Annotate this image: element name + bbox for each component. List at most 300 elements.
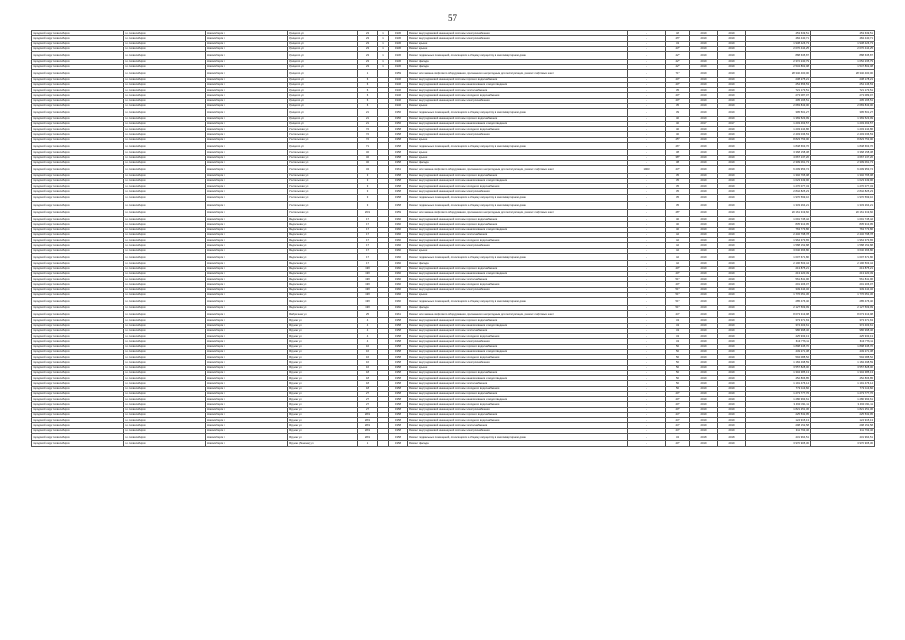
cell-cost-total: 373 371,63	[746, 318, 811, 323]
cell-year-built: 1959	[389, 70, 408, 78]
cell-locality: Новосибирск г	[206, 397, 288, 402]
cell-wear-percent: 35	[666, 194, 690, 202]
cell-wear-percent: 43*	[666, 46, 690, 51]
cell-year-built: 1958	[389, 397, 408, 402]
cell-cost-fund: 28 340 400,00	[811, 70, 875, 78]
cell-street: Федосеева ул	[288, 261, 358, 266]
cell-wear-percent: 35	[666, 103, 690, 108]
cell-municipal-district: городской округ Новосибирск	[32, 155, 124, 160]
cell-wear-percent: 50	[666, 349, 690, 354]
cell-year-end: 2019	[718, 232, 746, 237]
cell-elevator-count: -	[628, 178, 666, 183]
cell-street: Учительская ул	[288, 137, 358, 142]
cell-year-start: 2019	[690, 298, 718, 306]
cell-elevator-count: -	[628, 423, 666, 428]
cell-year-end: 2019	[718, 217, 746, 222]
cell-cost-fund: 2 432 798,78	[811, 232, 875, 237]
cell-cost-total: 2 196 503,44	[746, 261, 811, 266]
cell-house-number: 19б	[358, 282, 378, 287]
cell-cost-total: 1 203 463,57	[746, 121, 811, 126]
cell-year-built: 1958	[389, 428, 408, 433]
cell-street: Урицкого ул	[288, 46, 358, 51]
cell-wear-percent: 34	[666, 433, 690, 441]
cell-locality: Новосибирск г	[206, 344, 288, 349]
cell-street: Урицкого ул	[288, 41, 358, 46]
cell-year-start: 2019	[690, 217, 718, 222]
cell-work-type: Ремонт внутридомовой инженерной системы канализования и водоотведения	[408, 121, 628, 126]
cell-settlement: г.о. Новосибирск	[124, 189, 206, 194]
register-body	[32, 31, 875, 447]
cell-wear-percent: 42	[666, 243, 690, 248]
cell-settlement: г.о. Новосибирск	[124, 142, 206, 150]
cell-cost-fund: 1 091 745,42	[811, 217, 875, 222]
cell-wear-percent: 40	[666, 217, 690, 222]
cell-locality: Новосибирск г	[206, 407, 288, 412]
cell-cost-fund: 2 070 444,25	[811, 46, 875, 51]
cell-settlement: г.о. Новосибирск	[124, 59, 206, 64]
cell-work-type: Ремонт подвальных помещений, относящихся к общему имуществу в многоквартирном доме	[408, 253, 628, 261]
cell-locality: Новосибирск г	[206, 59, 288, 64]
cell-work-type: Ремонт внутридомовой инженерной системы горячего водоснабжения	[408, 344, 628, 349]
cell-work-type: Ремонт фасада	[408, 59, 628, 64]
cell-cost-total: 273 087,97	[746, 93, 811, 98]
cell-wear-percent: 42	[666, 248, 690, 253]
cell-work-type: Ремонт подвальных помещений, относящихся к общему имуществу в многоквартирном доме	[408, 202, 628, 210]
cell-municipal-district: городской округ Новосибирск	[32, 318, 124, 323]
cell-locality: Новосибирск г	[206, 52, 288, 60]
cell-wear-percent: 46*	[666, 142, 690, 150]
cell-year-start: 2019	[690, 137, 718, 142]
cell-year-built: 1960	[389, 253, 408, 261]
cell-elevator-count: -	[628, 376, 666, 381]
cell-cost-fund: 986 998,46	[811, 328, 875, 333]
cell-year-start: 2018	[690, 433, 718, 441]
cell-cost-total: 20 161 319,60	[746, 209, 811, 217]
cell-wear-percent: 51*	[666, 292, 690, 297]
cell-work-type: Ремонт крыши	[408, 41, 628, 46]
cell-elevator-count: -	[628, 222, 666, 227]
cell-locality: Новосибирск г	[206, 381, 288, 386]
cell-municipal-district: городской округ Новосибирск	[32, 202, 124, 210]
cell-cost-total: 2 372 240,79	[746, 59, 811, 64]
cell-municipal-district: городской округ Новосибирск	[32, 418, 124, 423]
cell-street: Учительская ул	[288, 194, 358, 202]
cell-year-built: 1958	[389, 155, 408, 160]
cell-locality: Новосибирск г	[206, 339, 288, 344]
cell-cost-total: 772 113,82	[746, 386, 811, 391]
cell-work-type: Ремонт внутридомовой инженерной системы холодного водоснабжения	[408, 355, 628, 360]
cell-year-built: 1960	[389, 238, 408, 243]
cell-elevator-count: -	[628, 238, 666, 243]
cell-house-number: 17	[358, 232, 378, 237]
cell-elevator-count: -	[628, 194, 666, 202]
cell-house-number: 17	[358, 238, 378, 243]
cell-locality: Новосибирск г	[206, 121, 288, 126]
cell-wear-percent: 48*	[666, 209, 690, 217]
cell-house-number: 25	[358, 310, 378, 318]
cell-elevator-count: -	[628, 407, 666, 412]
cell-cost-total: 3 460 331,11	[746, 402, 811, 407]
cell-work-type: Ремонт или замена лифтового оборудования, признанного непригодным для эксплуатации, ремонт лифтовых шахт	[408, 209, 628, 217]
cell-elevator-count: -	[628, 334, 666, 339]
cell-year-start: 2019	[690, 418, 718, 423]
cell-year-start: 2019	[690, 127, 718, 132]
cell-year-built: 1936	[389, 52, 408, 60]
cell-house-number: 72	[358, 137, 378, 142]
cell-settlement: г.о. Новосибирск	[124, 243, 206, 248]
cell-year-start: 2019	[690, 397, 718, 402]
cell-street: Учительская ул	[288, 209, 358, 217]
cell-municipal-district: городской округ Новосибирск	[32, 243, 124, 248]
cell-elevator-count: -	[628, 339, 666, 344]
cell-year-start: 2019	[690, 189, 718, 194]
cell-cost-fund: 311 793,46	[811, 428, 875, 433]
cell-settlement: г.о. Новосибирск	[124, 386, 206, 391]
cell-year-start: 2019	[690, 402, 718, 407]
cell-municipal-district: городской округ Новосибирск	[32, 238, 124, 243]
cell-year-end: 2019	[718, 370, 746, 375]
cell-elevator-count: -	[628, 88, 666, 93]
cell-cost-fund: 1 273 777,76	[811, 391, 875, 396]
cell-year-end: 2019	[718, 412, 746, 417]
cell-municipal-district: городской округ Новосибирск	[32, 355, 124, 360]
cell-cost-total: 2 403 036,53	[746, 132, 811, 137]
cell-settlement: г.о. Новосибирск	[124, 202, 206, 210]
table-row	[32, 298, 875, 306]
cell-settlement: г.о. Новосибирск	[124, 391, 206, 396]
cell-year-start: 2019	[690, 376, 718, 381]
cell-elevator-count: -	[628, 150, 666, 155]
cell-elevator-count: -	[628, 261, 666, 266]
cell-wear-percent: 42*	[666, 64, 690, 69]
cell-settlement: г.о. Новосибирск	[124, 407, 206, 412]
cell-street: Фрунзе (Ленина) ул	[288, 441, 358, 446]
cell-wear-percent: 40*	[666, 402, 690, 407]
cell-wear-percent: 40*	[666, 391, 690, 396]
cell-work-type: Ремонт подвальных помещений, относящихся к общему имуществу в многоквартирном доме	[408, 142, 628, 150]
cell-wear-percent: 50	[666, 344, 690, 349]
cell-year-end: 2019	[718, 160, 746, 165]
cell-wear-percent: 40*	[666, 82, 690, 87]
cell-locality: Новосибирск г	[206, 36, 288, 41]
cell-building	[378, 298, 389, 306]
cell-wear-percent: 51*	[666, 305, 690, 310]
cell-locality: Новосибирск г	[206, 412, 288, 417]
table-row	[32, 194, 875, 202]
cell-year-built: 1946	[389, 93, 408, 98]
cell-cost-total: 1 304 385,13	[746, 370, 811, 375]
cell-municipal-district: городской округ Новосибирск	[32, 339, 124, 344]
cell-house-number: 4	[358, 323, 378, 328]
cell-year-built: 1960	[389, 261, 408, 266]
cell-year-built: 1961	[389, 310, 408, 318]
cell-work-type: Ремонт внутридомовой инженерной системы теплоснабжения	[408, 328, 628, 333]
cell-work-type: Ремонт внутридомовой инженерной системы холодного водоснабжения	[408, 282, 628, 287]
cell-work-type: Ремонт внутридомовой инженерной системы канализования и водоотведения	[408, 178, 628, 183]
cell-cost-total: 452 806,85	[746, 376, 811, 381]
cell-house-number: 71	[358, 142, 378, 150]
cell-municipal-district: городской округ Новосибирск	[32, 41, 124, 46]
cell-house-number: 19б	[358, 271, 378, 276]
cell-year-start: 2019	[690, 77, 718, 82]
cell-street: Урицкого ул	[288, 64, 358, 69]
cell-work-type: Ремонт фасада	[408, 305, 628, 310]
cell-wear-percent: 51*	[666, 277, 690, 282]
cell-year-built: 1960	[389, 217, 408, 222]
cell-cost-fund: 1 333 264,21	[811, 202, 875, 210]
cell-year-start: 2019	[690, 222, 718, 227]
cell-street: Фрунзе ул	[288, 397, 358, 402]
cell-wear-percent: 44*	[666, 412, 690, 417]
cell-locality: Новосибирск г	[206, 423, 288, 428]
cell-year-start: 2019	[690, 261, 718, 266]
cell-municipal-district: городской округ Новосибирск	[32, 98, 124, 103]
cell-wear-percent: 40*	[666, 98, 690, 103]
cell-year-end: 2019	[718, 70, 746, 78]
cell-work-type: Ремонт внутридомовой инженерной системы холодного водоснабжения	[408, 386, 628, 391]
cell-work-type: Ремонт внутридомовой инженерной системы электроснабжения	[408, 360, 628, 365]
cell-wear-percent: 40*	[666, 407, 690, 412]
cell-year-built: 1958	[389, 142, 408, 150]
cell-elevator-count: -	[628, 344, 666, 349]
cell-house-number: 3	[358, 173, 378, 178]
cell-settlement: г.о. Новосибирск	[124, 441, 206, 446]
cell-municipal-district: городской округ Новосибирск	[32, 93, 124, 98]
cell-cost-total: 2 683 843,00	[746, 103, 811, 108]
cell-year-start: 2019	[690, 441, 718, 446]
cell-settlement: г.о. Новосибирск	[124, 323, 206, 328]
cell-street: Учительская ул	[288, 202, 358, 210]
cell-year-built: 1958	[389, 137, 408, 142]
cell-cost-fund: 8 073 313,98	[811, 310, 875, 318]
cell-work-type: Ремонт внутридомовой инженерной системы холодного водоснабжения	[408, 127, 628, 132]
cell-cost-fund: 1 898 345,70	[811, 344, 875, 349]
cell-municipal-district: городской округ Новосибирск	[32, 178, 124, 183]
cell-street: Урицкого ул	[288, 59, 358, 64]
cell-work-type: Ремонт внутридомовой инженерной системы электроснабжения	[408, 287, 628, 292]
cell-elevator-count: -	[628, 381, 666, 386]
cell-year-built: 1958	[389, 391, 408, 396]
cell-elevator-count: -	[628, 189, 666, 194]
cell-building	[378, 142, 389, 150]
cell-year-built: 1958	[389, 386, 408, 391]
cell-year-built: 1958	[389, 194, 408, 202]
cell-work-type: Ремонт фасада	[408, 160, 628, 165]
cell-locality: Новосибирск г	[206, 318, 288, 323]
cell-locality: Новосибирск г	[206, 184, 288, 189]
cell-year-start: 2019	[690, 142, 718, 150]
cell-year-end: 2019	[718, 103, 746, 108]
cell-locality: Новосибирск г	[206, 103, 288, 108]
cell-municipal-district: городской округ Новосибирск	[32, 194, 124, 202]
cell-wear-percent: 40*	[666, 441, 690, 446]
cell-street: Федосеева ул	[288, 243, 358, 248]
cell-cost-total: 1 848 663,76	[746, 142, 811, 150]
cell-cost-fund: 1 938 426,73	[811, 41, 875, 46]
cell-wear-percent: 40	[666, 116, 690, 121]
cell-municipal-district: городской округ Новосибирск	[32, 121, 124, 126]
cell-street: Федосеева ул	[288, 282, 358, 287]
cell-cost-total: 1 270 077,43	[746, 184, 811, 189]
cell-locality: Новосибирск г	[206, 82, 288, 87]
cell-wear-percent: 40*	[666, 282, 690, 287]
cell-cost-fund: 613 776,11	[811, 339, 875, 344]
cell-cost-fund: 6 209 953,74	[811, 166, 875, 174]
cell-cost-total: 395 501,27	[746, 109, 811, 117]
cell-house-number: 4	[358, 318, 378, 323]
cell-year-start: 2019	[690, 310, 718, 318]
cell-cost-fund: 1 270 077,43	[811, 184, 875, 189]
cell-year-start: 2019	[690, 391, 718, 396]
cell-street: Федосеева ул	[288, 292, 358, 297]
cell-cost-total: 3 368 158,38	[746, 150, 811, 155]
cell-municipal-district: городской округ Новосибирск	[32, 116, 124, 121]
cell-street: Фрунзе ул	[288, 433, 358, 441]
cell-year-start: 2019	[690, 173, 718, 178]
cell-year-built: 1958	[389, 132, 408, 137]
cell-cost-fund: 1 191 476,14	[811, 381, 875, 386]
cell-year-start: 2019	[690, 344, 718, 349]
cell-cost-total: 225 532,95	[746, 412, 811, 417]
cell-work-type: Ремонт внутридомовой инженерной системы холодного водоснабжения	[408, 184, 628, 189]
cell-cost-total: 561 841,96	[746, 277, 811, 282]
cell-street: Урицкого ул	[288, 82, 358, 87]
cell-locality: Новосибирск г	[206, 391, 288, 396]
cell-work-type: Ремонт подвальных помещений, относящихся к общему имуществу в многоквартирном доме	[408, 109, 628, 117]
cell-wear-percent: 4б	[666, 31, 690, 36]
cell-cost-fund: 1 776 051,36	[811, 292, 875, 297]
cell-municipal-district: городской округ Новосибирск	[32, 386, 124, 391]
cell-work-type: Ремонт крыши	[408, 150, 628, 155]
cell-work-type: Ремонт крыши	[408, 137, 628, 142]
cell-year-start: 2019	[690, 355, 718, 360]
cell-year-end: 2019	[718, 238, 746, 243]
cell-locality: Новосибирск г	[206, 217, 288, 222]
cell-cost-fund: 452 806,85	[811, 376, 875, 381]
cell-locality: Новосибирск г	[206, 127, 288, 132]
cell-street: Фрунзе ул	[288, 328, 358, 333]
cell-year-end: 2019	[718, 407, 746, 412]
cell-cost-total: 484 440,71	[746, 36, 811, 41]
cell-street: Урицкого ул	[288, 98, 358, 103]
cell-elevator-count: -	[628, 173, 666, 178]
cell-locality: Новосибирск г	[206, 166, 288, 174]
cell-work-type: Ремонт внутридомовой инженерной системы электроснабжения	[408, 428, 628, 433]
cell-wear-percent: 50	[666, 376, 690, 381]
cell-cost-fund: 2 403 036,53	[811, 132, 875, 137]
cell-year-end: 2019	[718, 46, 746, 51]
cell-locality: Новосибирск г	[206, 227, 288, 232]
cell-wear-percent: 39	[666, 109, 690, 117]
cell-municipal-district: городской округ Новосибирск	[32, 36, 124, 41]
cell-settlement: г.о. Новосибирск	[124, 282, 206, 287]
cell-house-number: 17	[358, 248, 378, 253]
cell-year-end: 2019	[718, 93, 746, 98]
cell-street: Федосеева ул	[288, 217, 358, 222]
cell-work-type: Ремонт внутридомовой инженерной системы канализования и водоотведения	[408, 82, 628, 87]
cell-wear-percent: 35	[666, 173, 690, 178]
cell-street: Учительская ул	[288, 155, 358, 160]
cell-elevator-count: -	[628, 64, 666, 69]
cell-municipal-district: городской округ Новосибирск	[32, 433, 124, 441]
cell-wear-percent: 42*	[666, 59, 690, 64]
cell-municipal-district: городской округ Новосибирск	[32, 282, 124, 287]
cell-year-end: 2019	[718, 209, 746, 217]
cell-year-start: 2019	[690, 93, 718, 98]
cell-cost-total: 1 898 345,70	[746, 344, 811, 349]
cell-street: Федосеева ул	[288, 222, 358, 227]
cell-year-end: 2019	[718, 386, 746, 391]
cell-year-start: 2019	[690, 103, 718, 108]
cell-locality: Новосибирск г	[206, 137, 288, 142]
cell-work-type: Ремонт подвальных помещений, относящихся к общему имуществу в многоквартирном доме	[408, 52, 628, 60]
cell-municipal-district: городской округ Новосибирск	[32, 248, 124, 253]
cell-street: Фрунзе ул	[288, 381, 358, 386]
cell-locality: Новосибирск г	[206, 116, 288, 121]
cell-street: Урицкого ул	[288, 93, 358, 98]
cell-municipal-district: городской округ Новосибирск	[32, 344, 124, 349]
cell-locality: Новосибирск г	[206, 253, 288, 261]
cell-wear-percent: 50	[666, 381, 690, 386]
cell-work-type: Ремонт крыши	[408, 103, 628, 108]
cell-street: Урицкого ул	[288, 88, 358, 93]
cell-locality: Новосибирск г	[206, 292, 288, 297]
cell-wear-percent: 51*	[666, 287, 690, 292]
cell-street: Фрунзе ул	[288, 318, 358, 323]
cell-house-number: 17	[358, 217, 378, 222]
cell-cost-total: 374 403,61	[746, 323, 811, 328]
cell-wear-percent: 40	[666, 227, 690, 232]
cell-elevator-count: -	[628, 305, 666, 310]
cell-street: Фрунзе ул	[288, 339, 358, 344]
cell-cost-total: 349 444,32	[746, 287, 811, 292]
cell-municipal-district: городской округ Новосибирск	[32, 217, 124, 222]
cell-street: Фрунзе ул	[288, 344, 358, 349]
cell-municipal-district: городской округ Новосибирск	[32, 77, 124, 82]
cell-wear-percent: 43	[666, 339, 690, 344]
cell-locality: Новосибирск г	[206, 132, 288, 137]
cell-settlement: г.о. Новосибирск	[124, 334, 206, 339]
cell-settlement: г.о. Новосибирск	[124, 355, 206, 360]
cell-settlement: г.о. Новосибирск	[124, 232, 206, 237]
cell-wear-percent: 50	[666, 355, 690, 360]
cell-settlement: г.о. Новосибирск	[124, 376, 206, 381]
cell-cost-fund: 1 052 235,79	[811, 59, 875, 64]
cell-locality: Новосибирск г	[206, 323, 288, 328]
cell-settlement: г.о. Новосибирск	[124, 166, 206, 174]
cell-cost-total: 3 557 828,00	[746, 365, 811, 370]
cell-year-start: 2019	[690, 334, 718, 339]
cell-year-built: 1960	[389, 282, 408, 287]
cell-locality: Новосибирск г	[206, 287, 288, 292]
cell-work-type: Ремонт внутридомовой инженерной системы теплоснабжения	[408, 88, 628, 93]
cell-wear-percent: 40	[666, 121, 690, 126]
cell-cost-fund: 721 173,51	[811, 88, 875, 93]
cell-cost-fund: 431 964,51	[811, 433, 875, 441]
cell-wear-percent: 35	[666, 189, 690, 194]
cell-year-built: 1958	[389, 160, 408, 165]
cell-locality: Новосибирск г	[206, 46, 288, 51]
cell-work-type: Ремонт внутридомовой инженерной системы горячего водоснабжения	[408, 370, 628, 375]
cell-street: Учительская ул	[288, 166, 358, 174]
cell-cost-total: 213 875,21	[746, 266, 811, 271]
cell-house-number: 23	[358, 31, 378, 36]
cell-street: Урицкого ул	[288, 116, 358, 121]
cell-house-number: 18	[358, 381, 378, 386]
cell-cost-fund: 453 639,51	[811, 31, 875, 36]
cell-locality: Новосибирск г	[206, 441, 288, 446]
cell-year-built: 1960	[389, 232, 408, 237]
